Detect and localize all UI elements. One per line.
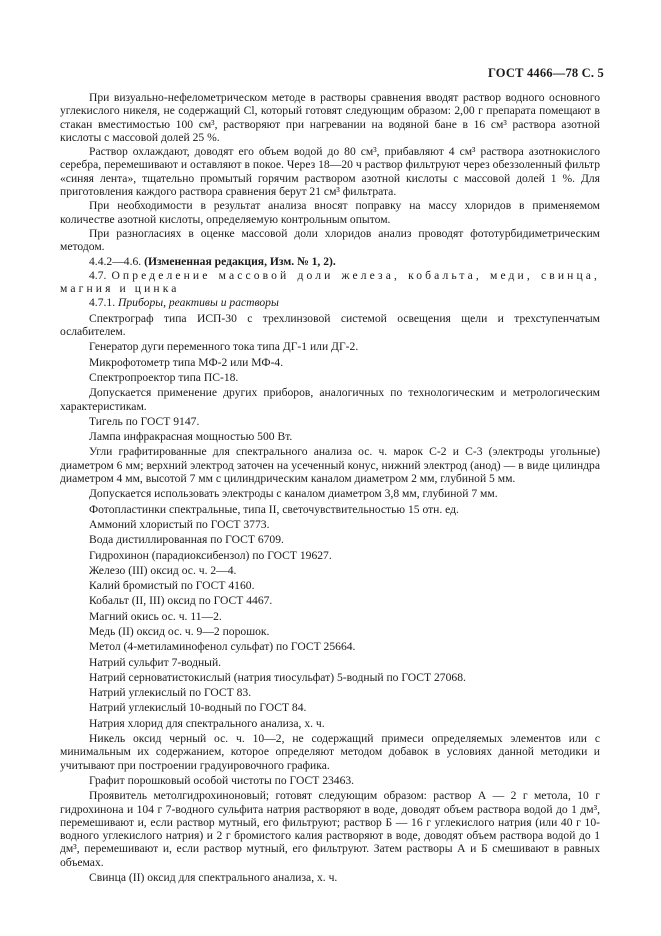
list-item: Магний окись ос. ч. 11—2.: [89, 609, 222, 623]
list-item: Метол (4-метиламинофенол сульфат) по ГОСТ 25664.: [89, 640, 356, 654]
document-body: [60, 91, 600, 884]
list-item: Проявитель метолгидрохиноновый; готовят следующим образом: раствор А — 2 г метола, 10 г гидрохинона и 104 г 7-водного сульфита натрия растворяют в воде, доводят объем раствора водой до 1 дм³, перемешивают и, если раствор мутный, его фильтруют; раствор Б — 16 г углекислого натрия (или 40 г 10-водного углекислого натрия) и 2 г бромистого калия растворяют в воде, доводят объем раствора водой до 1 дм³, перемешивают и, если раствор мутный, его фильтруют. Затем растворы А и Б смешивают в равных объемах.: [60, 789, 600, 869]
list-item: Натрий углекислый по ГОСТ 83.: [89, 686, 252, 700]
list-item: Лампа инфракрасная мощностью 500 Вт.: [89, 430, 293, 444]
list-item: Аммоний хлористый по ГОСТ 3773.: [89, 517, 270, 531]
subsection-title: Приборы, реактивы и растворы: [118, 296, 279, 310]
paragraph: При визуально-нефелометрическом методе в растворы сравнения вводят раствор водного основного углекислого никеля, не содержащий Cl, который готовят следующим образом: 2,00 г препарата помещают в стакан вместимостью 100 см³, растворяют при нагревании на водяной бане в 16 см³ раствора азотной кислоты с массовой долей 25 %.: [60, 91, 600, 144]
list-item: Графит порошковый особой чистоты по ГОСТ 23463.: [89, 773, 355, 787]
list-item: Тигель по ГОСТ 9147.: [89, 414, 200, 428]
list-item: Натрий сульфит 7-водный.: [89, 655, 222, 669]
list-item: Никель оксид черный ос. ч. 10—2, не содержащий примеси определяемых элементов или с минимальным их содержанием, которое определяют методом добавок в условиях данной методики и учитывают при построении градуировочного графика.: [60, 732, 600, 772]
list-item: Натрий серноватистокислый (натрия тиосульфат) 5-водный по ГОСТ 27068.: [89, 670, 466, 684]
amendment-text: (Измененная редакция, Изм. № 1, 2).: [144, 254, 336, 268]
list-item: Спектрограф типа ИСП-30 с трехлинзовой системой освещения щели и трехступенчатым ослабителем.: [60, 311, 600, 339]
list-item: Калий бромистый по ГОСТ 4160.: [89, 579, 255, 593]
section-heading-4-7: [60, 269, 600, 296]
section-number: 4.7.: [89, 268, 107, 282]
list-item: Фотопластинки спектральные, типа II, светочувствительностью 15 отн. ед.: [89, 502, 459, 516]
list-item: Свинца (II) оксид для спектрального анализа, х. ч.: [89, 871, 338, 885]
list-item: Допускается использовать электроды с каналом диаметром 3,8 мм, глубиной 7 мм.: [89, 487, 498, 501]
page-header: ГОСТ 4466—78 С. 5: [487, 66, 604, 80]
subsection-number: 4.7.1.: [89, 296, 116, 310]
list-item: Гидрохинон (парадиоксибензол) по ГОСТ 19627.: [89, 548, 332, 562]
list-item: Допускается применение других приборов, аналогичных по технологическим и метрологическим характеристикам.: [60, 386, 600, 413]
list-item: Кобальт (II, III) оксид по ГОСТ 4467.: [89, 594, 273, 608]
list-item: Угли графитированные для спектрального анализа ос. ч. марок С-2 и С-3 (электроды угольные) диаметром 6 мм; верхний электрод заточен на усеченный конус, нижний электрод (анод) — в виде цилиндра диаметром 4 мм, высотой 7 мм с цилиндрическим каналом диаметром 2 мм, глубиной 5 мм.: [60, 445, 600, 486]
amendment-number: 4.4.2—4.6.: [89, 254, 142, 268]
list-item: Натрия хлорид для спектрального анализа, х. ч.: [89, 716, 325, 730]
subsection-heading-4-7-1: [60, 296, 600, 309]
list-item: Микрофотометр типа МФ-2 или МФ-4.: [89, 355, 284, 369]
list-item: Генератор дуги переменного тока типа ДГ-1 или ДГ-2.: [89, 340, 359, 354]
list-item: Вода дистиллированная по ГОСТ 6709.: [89, 533, 284, 547]
list-item: Железо (III) оксид ос. ч. 2—4.: [89, 563, 237, 577]
paragraph: Раствор охлаждают, доводят его объем водой до 80 см³, прибавляют 4 см³ раствора азотнокислого серебра, перемешивают и оставляют в покое. Через 18—20 ч раствор фильтруют через обеззоленный фильтр «синяя лента», тщательно промытый горячим раствором азотной кислоты с массовой долей 1 %. Для приготовления каждого раствора сравнения берут 21 см³ фильтрата.: [60, 145, 600, 199]
section-title: Определение массовой доли железа, кобальта, меди, свинца, магния и цинка: [60, 268, 600, 296]
amendment-note: [60, 255, 600, 268]
list-item: Медь (II) оксид ос. ч. 9—2 порошок.: [89, 624, 270, 638]
paragraph: При разногласиях в оценке массовой доли хлоридов анализ проводят фототурбидиметрическим методом.: [60, 226, 600, 254]
paragraph: При необходимости в результат анализа вносят поправку на массу хлоридов в применяемом количестве азотной кислоты, определяемую контрольным опытом.: [60, 199, 600, 226]
list-item: Спектропроектор типа ПС-18.: [89, 370, 239, 384]
list-item: Натрий углекислый 10-водный по ГОСТ 84.: [89, 701, 307, 715]
